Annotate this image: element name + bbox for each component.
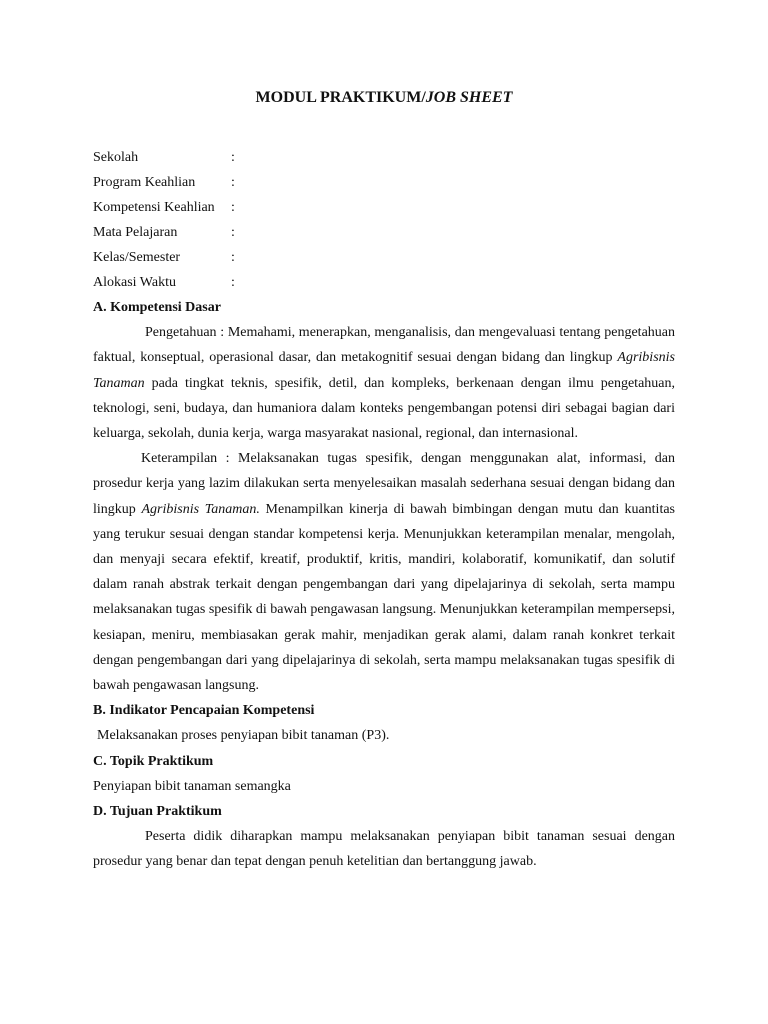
info-colon: :	[231, 175, 235, 190]
section-c-heading: C. Topik Praktikum	[93, 753, 214, 769]
paragraph-italic: Agribisnis Tanaman	[93, 350, 675, 391]
info-table	[93, 145, 675, 295]
section-a-paragraph-keterampilan	[93, 446, 675, 698]
info-colon: :	[231, 275, 235, 290]
document-body	[93, 295, 675, 875]
title-main: MODUL PRAKTIKUM/	[255, 89, 426, 106]
info-label: Kompetensi Keahlian	[93, 200, 215, 215]
paragraph-text: Menampilkan kinerja di bawah bimbingan dengan mutu dan kuantitas yang terukur sesuai dengan standar kompetensi kerja. Menunjukkan keterampilan menalar, mengolah, dan menyaji secara efektif, kreatif, produktif, kritis, mandiri, kolaboratif, komunikatif, dan solutif dalam ranah abstrak terkait dengan pengembangan dari yang dipelajarinya di sekolah, serta mampu melaksanakan tugas spesifik di bawah pengawasan langsung. Menunjukkan keterampilan mempersepsi, kesiapan, meniru, membiasakan gerak mahir, menjadikan gerak alami, dalam ranah konkret terkait dengan pengembangan dari yang dipelajarinya di sekolah, serta mampu melaksanakan tugas spesifik di bawah pengawasan langsung.	[93, 501, 676, 694]
section-b-text: Melaksanakan proses penyiapan bibit tanaman (P3).	[97, 728, 390, 744]
paragraph-text: Keterampilan : Melaksanakan tugas spesifik, dengan menggunakan alat, informasi, dan prosedur kerja yang lazim dilakukan serta menyelesaikan masalah sederhana sesuai dengan bidang dan lingkup	[93, 451, 675, 517]
document-title	[93, 88, 675, 108]
section-a-paragraph-pengetahuan	[93, 320, 675, 446]
info-colon: :	[231, 200, 235, 215]
info-label: Kelas/Semester	[93, 250, 181, 265]
info-row-program-keahlian	[93, 170, 675, 195]
section-d-text: Peserta didik diharapkan mampu melaksanakan penyiapan bibit tanaman sesuai dengan prosedur yang benar dan tepat dengan penuh ketelitian dan bertanggung jawab.	[93, 829, 675, 870]
info-row-sekolah	[93, 145, 675, 170]
info-colon: :	[231, 250, 235, 265]
paragraph-text: pada tingkat teknis, spesifik, detil, dan kompleks, berkenaan dengan ilmu pengetahuan, teknologi, seni, budaya, dan humaniora dalam konteks pengembangan potensi diri sebagai bagian dari keluarga, sekolah, dunia kerja, warga masyarakat nasional, regional, dan internasional.	[93, 375, 675, 441]
info-row-alokasi-waktu	[93, 270, 675, 295]
info-row-kompetensi-keahlian	[93, 195, 675, 220]
info-row-mata-pelajaran	[93, 220, 675, 245]
section-a-heading: A. Kompetensi Dasar	[93, 300, 221, 315]
title-italic: JOB SHEET	[425, 89, 513, 106]
section-d-heading: D. Tujuan Praktikum	[93, 804, 222, 820]
section-b-heading: B. Indikator Pencapaian Kompetensi	[93, 703, 315, 719]
info-label: Program Keahlian	[93, 175, 196, 190]
section-c-text: Penyiapan bibit tanaman semangka	[93, 778, 291, 794]
info-label: Alokasi Waktu	[93, 275, 176, 290]
paragraph-italic: Agribisnis Tanaman.	[141, 501, 260, 517]
info-row-kelas-semester	[93, 245, 675, 270]
paragraph-text: Pengetahuan : Memahami, menerapkan, menganalisis, dan mengevaluasi tentang pengetahuan faktual, konseptual, operasional dasar, dan metakognitif sesuai dengan bidang dan lingkup	[93, 325, 675, 366]
info-colon: :	[231, 225, 235, 240]
info-label: Mata Pelajaran	[93, 225, 178, 240]
info-label: Sekolah	[93, 150, 139, 165]
info-colon: :	[231, 150, 235, 165]
